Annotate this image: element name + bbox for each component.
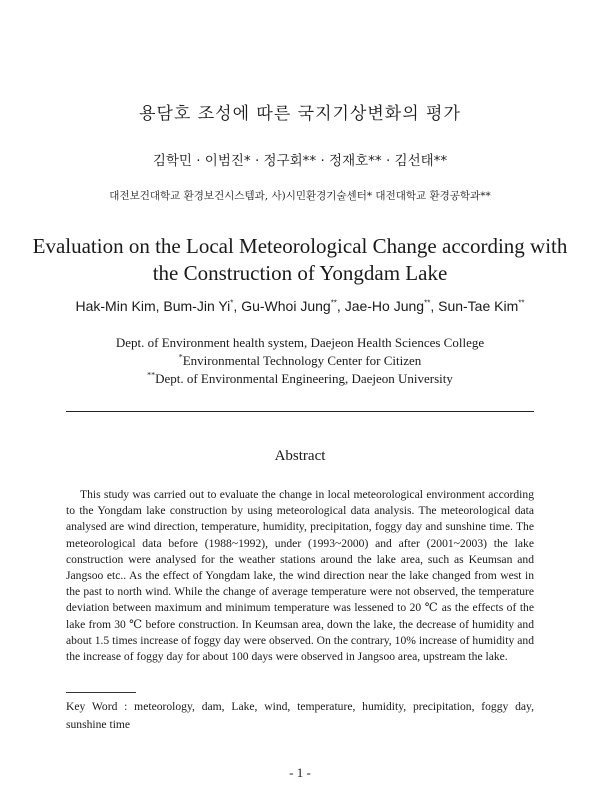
keywords: Key Word : meteorology, dam, Lake, wind, temperature, humidity, precipitation, foggy day, sunshine time — [66, 700, 534, 731]
author-mark: * — [230, 298, 234, 308]
english-authors — [0, 298, 600, 314]
author-text: Hak-Min Kim, Bum-Jin Yi — [75, 298, 231, 314]
korean-title: 용담호 조성에 따른 국지기상변화의 평가 — [139, 104, 461, 124]
page-number: - 1 - — [289, 765, 311, 780]
korean-authors: 김학민 · 이범진* · 정구회** · 정재호** · 김선태** — [152, 153, 448, 169]
affiliation-2 — [0, 352, 600, 370]
author-text: , Sun-Tae Kim — [430, 298, 519, 314]
korean-affiliations: 대전보건대학교 환경보건시스템과, 사)시민환경기술센터* 대전대학교 환경공학과** — [109, 190, 491, 202]
affiliation-mark: * — [178, 352, 183, 362]
english-title — [0, 233, 600, 287]
english-affiliations — [0, 334, 600, 388]
abstract-body: This study was carried out to evaluate the change in local meteorological environment according to the Yongdam lake construction by using meteorological data analysis. The meteorological data analysed are wind direction, temperature, humidity, precipitation, foggy day and sunshine time. The meteorological data before (1988~1992), under (1993~2000) and after (2001~2003) the lake construction were analysed for the weather stations around the lake area, such as Keumsan and Jangsoo etc.. As the effect of Yongdam lake, the wind direction near the lake changed from west in the past to north wind. While the change of average temperature were not observed, the temperature deviation between maximum and minimum temperature was lessened to 20 ℃ as the effects of the lake from 30 ℃ before construction. In Keumsan area, down the lake, the decrease of humidity and about 1.5 times increase of foggy day were observed. On the contrary, 10% increase of humidity and the increase of foggy day for about 100 days were observed in Jangsoo area, upstream the lake. — [66, 488, 534, 664]
affiliation-3-text: Dept. of Environmental Engineering, Daejeon University — [155, 371, 453, 386]
author-mark: ** — [424, 298, 431, 308]
section-divider — [66, 411, 534, 412]
author-text: , Jae-Ho Jung — [336, 298, 425, 314]
author-text: , Gu-Whoi Jung — [233, 298, 331, 314]
footnote-divider — [66, 692, 136, 693]
author-mark: ** — [330, 298, 337, 308]
affiliation-mark: ** — [147, 370, 156, 380]
affiliation-2-text: Environmental Technology Center for Citizen — [182, 353, 422, 368]
english-title-line2: the Construction of Yongdam Lake — [152, 261, 448, 285]
english-title-line1: Evaluation on the Local Meteorological Change according with — [32, 234, 568, 258]
abstract-heading: Abstract — [274, 448, 326, 464]
affiliation-3 — [0, 370, 600, 388]
affiliation-1: Dept. of Environment health system, Daejeon Health Sciences College — [115, 335, 485, 350]
author-mark: ** — [518, 298, 525, 308]
